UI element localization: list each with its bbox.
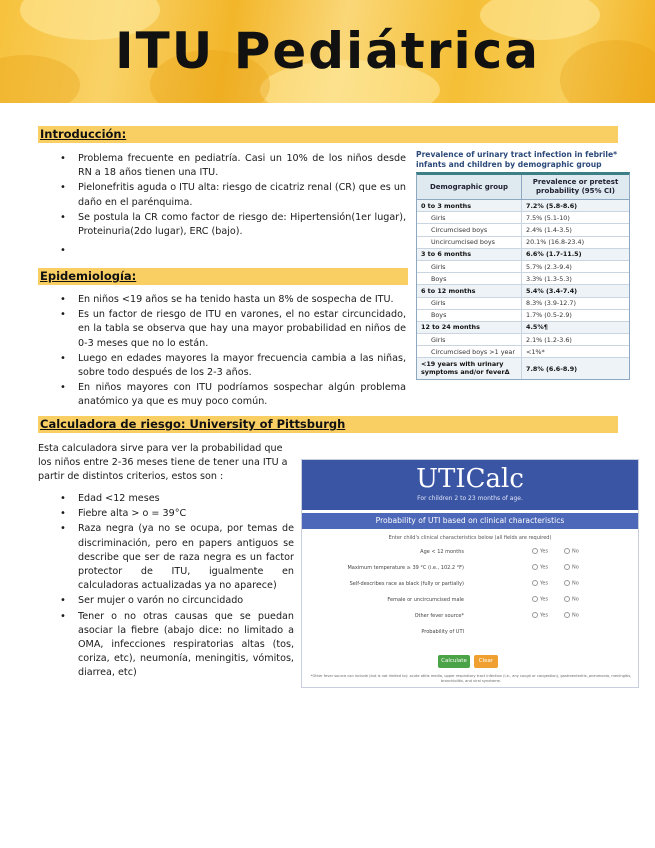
question-row	[302, 563, 639, 575]
calculate-button[interactable]: Calculate	[438, 655, 470, 668]
cell-value: 7.5% (5.1-10)	[521, 212, 629, 223]
cell-group: Boys	[431, 311, 447, 320]
radio-icon	[532, 580, 538, 586]
table-row	[417, 261, 629, 273]
table-row	[417, 224, 629, 236]
calc-heading	[38, 416, 618, 433]
title-banner	[0, 0, 655, 103]
cell-group: Circumcised boys	[431, 225, 488, 234]
no-option[interactable]	[564, 596, 579, 603]
question-label: Maximum temperature ≥ 39 °C (i.e., 102.2 °F)	[347, 565, 464, 571]
cell-group: Uncircumcised boys	[431, 238, 496, 247]
intro-heading-text: Introducción:	[40, 127, 127, 141]
prevalence-table	[416, 150, 630, 380]
radio-icon	[532, 596, 538, 602]
list-item: • En niños <19 años se ha tenido hasta un 8% de sospecha de ITU.	[60, 293, 406, 307]
radio-icon	[564, 580, 570, 586]
cell-group: 12 to 24 months	[421, 323, 480, 332]
list-item: • Ser mujer o varón no circuncidado	[60, 594, 294, 608]
cell-value: 2.4% (1.4-3.5)	[521, 224, 629, 235]
table-row	[417, 212, 629, 224]
yes-label: Yes	[540, 580, 549, 587]
yes-label: Yes	[540, 548, 549, 555]
uticalc-header	[302, 460, 638, 510]
list-item: • Problema frecuente en pediatría. Casi un 10% de los niños desde RN a 18 años tienen una ITU.	[60, 152, 406, 180]
radio-icon	[564, 596, 570, 602]
yes-label: Yes	[540, 564, 549, 571]
radio-icon	[532, 612, 538, 618]
list-item: • Luego en edades mayores la mayor frecuencia cambia a las niñas, sobre todo después de los 2-3 años.	[60, 352, 406, 380]
question-row	[302, 595, 639, 607]
cell-group: 0 to 3 months	[421, 201, 472, 210]
probability-row	[302, 627, 639, 639]
table-body	[416, 172, 630, 380]
cell-value: 5.7% (2.3-9.4)	[521, 261, 629, 272]
cell-group: <19 years with urinary symptoms and/or feverΔ	[421, 360, 510, 376]
table-row	[417, 285, 629, 297]
question-label: Female or uncircumcised male	[387, 597, 464, 603]
table-row	[417, 298, 629, 310]
question-row	[302, 547, 639, 559]
calc-criteria-list	[60, 492, 294, 682]
table-row	[417, 334, 629, 346]
page-title: ITU Pediátrica	[114, 22, 541, 80]
yes-option[interactable]	[532, 612, 548, 619]
table-row	[417, 346, 629, 358]
list-item: • En niños mayores con ITU podríamos sospechar algún problema anatómico ya que es muy poco común.	[60, 381, 406, 409]
cell-value: <1%*	[521, 346, 629, 357]
no-label: No	[572, 612, 579, 619]
cell-value: 4.5%¶	[521, 322, 629, 333]
no-option[interactable]	[564, 612, 579, 619]
question-row	[302, 611, 639, 623]
no-option[interactable]	[564, 548, 579, 555]
table-row	[417, 322, 629, 334]
radio-icon	[532, 564, 538, 570]
cell-group: Boys	[431, 274, 447, 283]
cell-group: Circumcised boys >1 year	[431, 347, 515, 356]
radio-icon	[564, 612, 570, 618]
question-label: Age < 12 months	[420, 549, 464, 555]
question-label: Other fever source*	[414, 613, 464, 619]
radio-icon	[564, 548, 570, 554]
list-item: • Raza negra (ya no se ocupa, por temas de discriminación, pero en papers antiguos se describe que ser de raza negra es un factor protector de ITU, igualmente en calculadoras actualizadas ya no aparece)	[60, 522, 294, 593]
table-row	[417, 358, 629, 379]
cell-group: 3 to 6 months	[421, 250, 472, 259]
intro-list	[60, 152, 406, 259]
uticalc-instruction: Enter child's clinical characteristics below (all fields are required)	[388, 535, 552, 541]
table-row	[417, 310, 629, 322]
list-item: • Fiebre alta > o = 39°C	[60, 507, 294, 521]
no-label: No	[572, 548, 579, 555]
cell-group: Girls	[431, 335, 446, 344]
question-label: Self-describes race as black (fully or partially)	[349, 581, 464, 587]
uticalc-screenshot	[301, 459, 639, 688]
uticalc-subtitle: For children 2 to 23 months of age.	[417, 495, 523, 502]
radio-icon	[564, 564, 570, 570]
cell-value: 7.2% (5.8-8.6)	[521, 200, 629, 211]
table-header	[417, 175, 629, 200]
cell-value: 5.4% (3.4-7.4)	[521, 285, 629, 296]
cell-value: 7.8% (6.6-8.9)	[521, 358, 629, 379]
table-caption: Prevalence of urinary tract infection in febrile* infants and children by demographic group	[416, 150, 618, 169]
calc-intro: Esta calculadora sirve para ver la probabilidad que los niños entre 2-36 meses tiene de tener una ITU a partir de distintos criterios, estos son :	[38, 443, 288, 483]
cell-group: 6 to 12 months	[421, 286, 476, 295]
no-label: No	[572, 564, 579, 571]
epi-list	[60, 293, 406, 411]
cell-value: 6.6% (1.7-11.5)	[521, 249, 629, 260]
table-row	[417, 273, 629, 285]
table-row	[417, 200, 629, 212]
uticalc-footnote: *Other fever source can include (but is not limited to): acute otitis media, upper respiratory tract infection (i.e., any cough or congestion), gastroenteritis, pneumonia, meningitis, bronchiolitis, and viral syndrome.	[310, 674, 632, 683]
no-option[interactable]	[564, 564, 579, 571]
table-row	[417, 237, 629, 249]
probability-label: Probability of UTI	[421, 629, 464, 635]
question-row	[302, 579, 639, 591]
cell-value: 20.1% (16.8-23.4)	[521, 237, 629, 248]
clear-button[interactable]: Clear	[474, 655, 498, 668]
cell-group: Girls	[431, 299, 446, 308]
radio-icon	[532, 548, 538, 554]
cell-value: 3.3% (1.3-5.3)	[521, 273, 629, 284]
yes-label: Yes	[540, 596, 549, 603]
list-item	[60, 244, 406, 258]
yes-option[interactable]	[532, 564, 548, 571]
cell-value: 1.7% (0.5-2.9)	[521, 310, 629, 321]
list-item: • Es un factor de riesgo de ITU en varones, el no estar circuncidado, en la tabla se observa que hay una mayor probabilidad en niños de 0-3 meses que no lo están.	[60, 308, 406, 351]
uticalc-section-bar: Probability of UTI based on clinical characteristics	[302, 513, 638, 529]
yes-label: Yes	[540, 612, 549, 619]
cell-group: Girls	[431, 262, 446, 271]
no-option[interactable]	[564, 580, 579, 587]
cell-group: Girls	[431, 213, 446, 222]
no-label: No	[572, 580, 579, 587]
col-header-group: Demographic group	[429, 182, 509, 191]
list-item: • Se postula la CR como factor de riesgo de: Hipertensión(1er lugar), Proteinuria(2do lugar), ERC (bajo).	[60, 211, 406, 239]
yes-option[interactable]	[532, 596, 548, 603]
epi-heading-text: Epidemiología:	[40, 269, 137, 283]
calc-heading-text: Calculadora de riesgo: University of Pittsburgh	[40, 417, 346, 431]
epi-heading	[38, 268, 408, 285]
list-item: • Tener o no otras causas que se puedan asociar la fiebre (abajo dice: no limitado a OMA, infecciones respiratorias altas (tos, coriza, etc), neumonía, meningitis, vómitos, diarrea, etc)	[60, 610, 294, 681]
col-header-prevalence: Prevalence or pretest probability (95% CI)	[521, 175, 629, 199]
cell-value: 8.3% (3.9-12.7)	[521, 298, 629, 309]
yes-option[interactable]	[532, 580, 548, 587]
intro-heading	[38, 126, 618, 143]
table-row	[417, 249, 629, 261]
no-label: No	[572, 596, 579, 603]
cell-value: 2.1% (1.2-3.6)	[521, 334, 629, 345]
list-item: • Pielonefritis aguda o ITU alta: riesgo de cicatriz renal (CR) que es un daño en el parénquima.	[60, 181, 406, 209]
yes-option[interactable]	[532, 548, 548, 555]
uticalc-logo: UTICalc	[416, 464, 524, 494]
list-item: • Edad <12 meses	[60, 492, 294, 506]
